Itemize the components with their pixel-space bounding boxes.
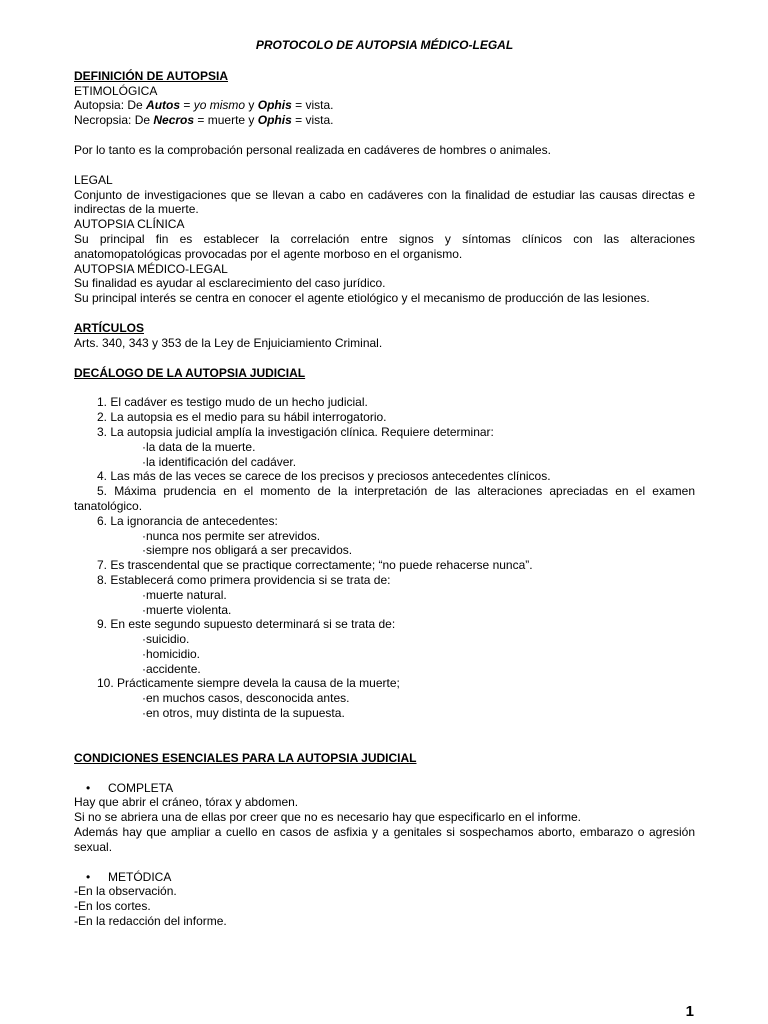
completa-text-3: Además hay que ampliar a cuello en casos de asfixia y a genitales si sospechamos aborto, embarazo o agresión sexual. — [74, 825, 695, 854]
metodica-item: -En los cortes. — [74, 899, 151, 914]
page-number: 1 — [685, 1003, 694, 1021]
decalogo-item — [74, 558, 695, 573]
decalogo-subitem: ·siempre nos obligará a ser precavidos. — [142, 543, 353, 558]
decalogo-item — [74, 425, 695, 469]
bullet-icon: • — [86, 869, 91, 884]
label-legal: LEGAL — [74, 172, 113, 187]
decalogo-item-text: 9. En este segundo supuesto determinará si se trata de: — [97, 617, 396, 632]
label-metodica: METÓDICA — [108, 869, 172, 884]
decalogo-subitem: ·suicidio. — [142, 632, 190, 647]
comprobacion-text: Por lo tanto es la comprobación personal realizada en cadáveres de hombres o animales. — [74, 142, 551, 157]
text-span: Autopsia: De — [74, 98, 147, 113]
decalogo-item — [74, 469, 695, 484]
term-yo-mismo: yo mismo — [193, 98, 246, 113]
text-span: = vista. — [291, 113, 334, 128]
document-title: PROTOCOLO DE AUTOPSIA MÉDICO-LEGAL — [255, 38, 514, 52]
label-etimologica: ETIMOLÓGICA — [74, 83, 158, 98]
autopsia-line — [74, 98, 695, 113]
legal-text: Conjunto de investigaciones que se llevan a cabo en cadáveres con la finalidad de estudiar las causas directas e indirectas de la muerte. — [74, 187, 695, 217]
medico-text-1: Su finalidad es ayudar al esclarecimiento del caso jurídico. — [74, 276, 386, 291]
decalogo-item — [74, 617, 695, 676]
completa-text-1: Hay que abrir el cráneo, tórax y abdomen. — [74, 795, 299, 810]
decalogo-item-text: 7. Es trascendental que se practique correctamente; “no puede rehacerse nunca”. — [97, 558, 533, 573]
label-completa: COMPLETA — [108, 780, 174, 795]
decalogo-item-text: 2. La autopsia es el medio para su hábil interrogatorio. — [97, 410, 387, 425]
decalogo-subitem: ·homicidio. — [142, 646, 201, 661]
decalogo-subitem: ·nunca nos permite ser atrevidos. — [142, 528, 321, 543]
text-span: = muerte y — [194, 113, 258, 128]
text-span: = vista. — [291, 98, 334, 113]
decalogo-item-text: 10. Prácticamente siempre devela la causa de la muerte; — [97, 676, 400, 691]
term-ophis: Ophis — [257, 98, 292, 113]
decalogo-item — [74, 514, 695, 558]
document-page — [74, 38, 695, 929]
term-ophis: Ophis — [257, 113, 292, 128]
label-autopsia-clinica: AUTOPSIA CLÍNICA — [74, 217, 185, 232]
bullet-metodica — [74, 870, 695, 885]
term-necros: Necros — [153, 113, 195, 128]
decalogo-item-text: 6. La ignorancia de antecedentes: — [97, 513, 278, 528]
decalogo-item — [74, 410, 695, 425]
medico-text-2: Su principal interés se centra en conocer el agente etiológico y el mecanismo de producción de las lesiones. — [74, 291, 650, 306]
decalogo-subitem: ·la identificación del cadáver. — [142, 454, 297, 469]
decalogo-item — [74, 676, 695, 720]
heading-articulos: ARTÍCULOS — [74, 320, 144, 335]
necropsia-line — [74, 113, 695, 128]
decalogo-item-text: 1. El cadáver es testigo mudo de un hecho judicial. — [97, 395, 368, 410]
decalogo-item-text: 5. Máxima prudencia en el momento de la interpretación de las alteraciones apreciadas en el examen tanatológico. — [74, 484, 695, 513]
decalogo-subitem: ·muerte violenta. — [142, 602, 232, 617]
decalogo-subitem: ·en otros, muy distinta de la supuesta. — [142, 706, 345, 721]
bullet-completa — [74, 781, 695, 796]
bullet-icon: • — [86, 780, 91, 795]
decalogo-item-text: 4. Las más de las veces se carece de los precisos y preciosos antecedentes clínicos. — [97, 469, 551, 484]
metodica-item: -En la redacción del informe. — [74, 914, 227, 929]
decalogo-item — [74, 484, 695, 514]
label-autopsia-medico-legal: AUTOPSIA MÉDICO-LEGAL — [74, 261, 228, 276]
decalogo-subitem: ·la data de la muerte. — [142, 439, 256, 454]
clinica-text: Su principal fin es establecer la correlación entre signos y síntomas clínicos con las alteraciones anatomopatológicas provocadas por el agente morboso en el organismo. — [74, 231, 695, 261]
decalogo-subitem: ·en muchos casos, desconocida antes. — [142, 691, 350, 706]
decalogo-item-text: 3. La autopsia judicial amplía la investigación clínica. Requiere determinar: — [97, 424, 494, 439]
term-autos: Autos — [146, 98, 181, 113]
metodica-item: -En la observación. — [74, 884, 177, 899]
metodica-list — [74, 884, 695, 928]
decalogo-item-text: 8. Establecerá como primera providencia si se trata de: — [97, 572, 391, 587]
decalogo-subitem: ·accidente. — [142, 661, 201, 676]
heading-decalogo: DECÁLOGO DE LA AUTOPSIA JUDICIAL — [74, 365, 306, 380]
decalogo-item — [74, 573, 695, 617]
heading-definicion: DEFINICIÓN DE AUTOPSIA — [74, 68, 229, 83]
decalogo-item — [74, 395, 695, 410]
text-span: = — [180, 98, 194, 113]
text-span: Necropsia: De — [74, 113, 154, 128]
decalogo-list — [74, 395, 695, 721]
heading-condiciones: CONDICIONES ESENCIALES PARA LA AUTOPSIA JUDICIAL — [74, 750, 417, 765]
text-span: y — [245, 98, 258, 113]
completa-text-2: Si no se abriera una de ellas por creer que no es necesario hay que especificarlo en el informe. — [74, 810, 581, 825]
articulos-text: Arts. 340, 343 y 353 de la Ley de Enjuiciamiento Criminal. — [74, 335, 383, 350]
decalogo-subitem: ·muerte natural. — [142, 587, 227, 602]
